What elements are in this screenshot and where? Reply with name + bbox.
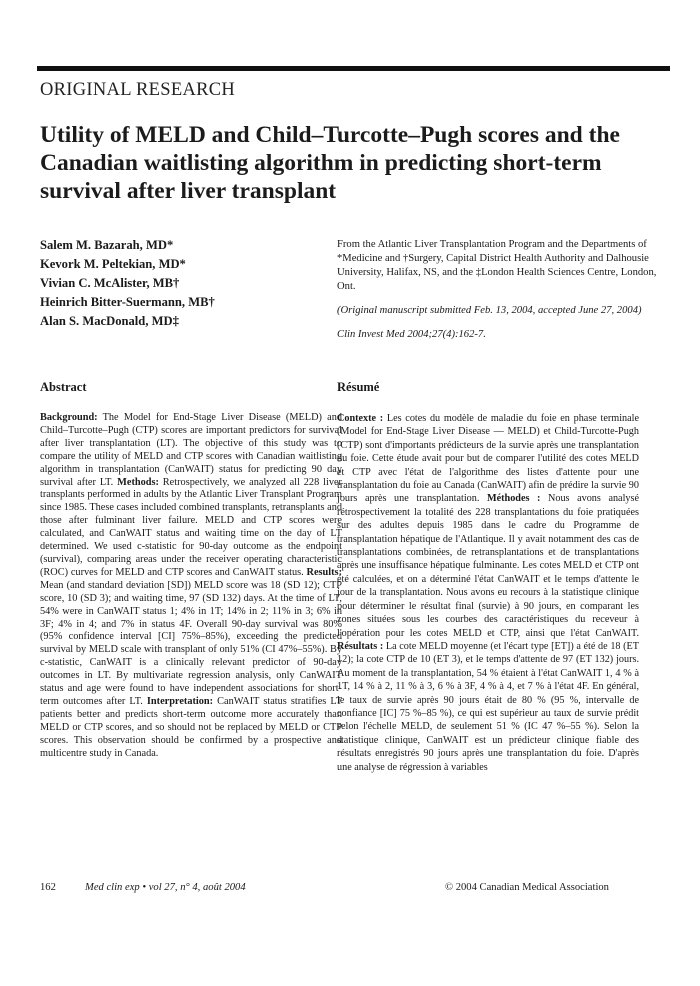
abstract-body — [40, 412, 342, 760]
submission-dates: (Original manuscript submitted Feb. 13, 2004, accepted June 27, 2004) — [337, 305, 642, 316]
abstract-label: Background: — [40, 412, 98, 423]
author: Kevork M. Peltekian, MD* — [40, 257, 186, 271]
abstract-text: Retrospectively, we analyzed all 228 liver transplants performed in adults by the Atlantic Liver Transplant Program since 1985. These cases included combined transplants, retransplants and those after fulminant liver failure. MELD and CTP scores were calculated, and CanWAIT status and waiting time on the day of LT determined. We used c-statistic for 90-day outcome as the endpoint (survival), comparing areas under the receiver operating characteristic (ROC) curves for MELD and CTP scores and CanWAIT status. — [40, 476, 342, 578]
resume-label: Contexte : — [337, 413, 384, 424]
resume-heading: Résumé — [337, 380, 380, 394]
affiliation-block — [337, 238, 672, 352]
journal-footer: Med clin exp • vol 27, n° 4, août 2004 — [85, 882, 246, 893]
author: Heinrich Bitter-Suermann, MB† — [40, 295, 215, 309]
abstract-label: Methods: — [117, 476, 159, 488]
abstract-label: Results: — [306, 566, 342, 578]
article-title: Utility of MELD and Child–Turcotte–Pugh scores and the Canadian waitlisting algorithm in predicting short-term survival after liver transplant — [40, 122, 620, 204]
page-number: 162 — [40, 882, 56, 893]
resume-body — [337, 412, 639, 774]
resume-label: Méthodes : — [487, 493, 541, 505]
resume-column — [337, 380, 639, 774]
resume-text: Les cotes du modèle de maladie du foie en phase terminale (Model for End-Stage Liver Disease — MELD) et Child-Turcotte-Pugh (CTP) sont d'importants prédicteurs de la survie après une transplantation du foie. Cette étude avait pour but de comparer l'utilité des cotes MELD et CTP avec l'état de l'algorithme des listes d'attente pour une transplantation du foie au Canada (CanWAIT) afin de prédire la survie 90 jours après une transplantation. — [337, 413, 639, 505]
top-rule — [37, 66, 670, 71]
citation: Clin Invest Med 2004;27(4):162-7. — [337, 329, 486, 340]
resume-label: Résultats : — [337, 640, 384, 652]
resume-text: La cote MELD moyenne (et l'écart type [ET]) a été de 18 (ET 12); la cote CTP de 10 (ET 3), et le temps d'attente de 97 (ET 132) jours. Au moment de la transplantation, 54 % étaient à l'état CanWAIT 1, 4 % à 1T, 14 % à 2, 11 % à 3, 6 % à 3F, 4 % à 4, et 7 % à l'état 4F. En général, le taux de survie après 90 jours était de 80 % (95 %, intervalle de confiance [IC] 75 %–85 %), ce qui est supérieur au taux de survie prédit selon l'échelle MELD, de seulement 51 % (IC 47 %–55 %). Selon la statistique clinique, CanWAIT est un prédicteur clinique fiable des résultats enregistrés 90 jours après une transplantation du foie. D'après une analyse de régression à variables — [337, 640, 639, 773]
abstract-text: Mean (and standard deviation [SD]) MELD score was 18 (SD 12); CTP score, 10 (SD 3); and waiting time, 97 (SD 132) days. At the time of LT, 54% were in CanWAIT status 1; 4% in 1T; 14% in 2; 11% in 3; 6% in 3F; 4% in 4; and 7% in status 4F. Overall 90-day survival was 80% (95% confidence interval [CI] 75%–85%), exceeding the predicted survival by MELD scale with transplant of only 51% (CI 47%–55%). By c-statistic, CanWAIT is a clinically relevant predictor of 90-day outcomes in LT. By multivariate regression analysis, only CanWAIT status and age were found to have independent associations for short-term outcomes after LT. — [40, 579, 342, 707]
copyright-notice: © 2004 Canadian Medical Association — [445, 882, 609, 893]
resume-text: Nous avons analysé rétrospectivement la totalité des 228 transplantations du foie pratiquées sur des adultes depuis 1985 dans le cadre du Programme de transplantation hépatique de l'Atlantique. Il y avait notamment des cas de transplantations combinées, de retransplantations et de transplantations après une insuffisance hépatique fulminante. Les cotes MELD et CTP ont été calculées, et on a déterminé l'état CanWAIT et le temps d'attente le jour de la transplantation. Nous avons eu recours à la statistique clinique pour déterminer le résultat final (survie) à 90 jours, en comparant les zones situées sous les courbes des caractéristiques du receveur à l'opération pour les cotes MELD et CTP, ainsi que l'état CanWAIT. — [337, 493, 639, 639]
author: Vivian C. McAlister, MB† — [40, 276, 180, 290]
abstract-column — [40, 380, 342, 760]
author: Alan S. MacDonald, MD‡ — [40, 314, 179, 328]
section-label: ORIGINAL RESEARCH — [40, 80, 236, 100]
abstract-label: Interpretation: — [146, 695, 214, 707]
abstract-heading: Abstract — [40, 380, 87, 394]
author: Salem M. Bazarah, MD* — [40, 238, 174, 252]
abstract-text: The Model for End-Stage Liver Disease (MELD) and Child–Turcotte–Pugh (CTP) scores are important predictors for survival after liver transplantation (LT). The objective of this study was to compare the utility of MELD and CTP scores with Canadian waitlisting algorithm in transplantation (CanWAIT) status for predicting 90 day survival after LT. — [40, 412, 342, 488]
author-list — [40, 236, 320, 331]
affiliation-text: From the Atlantic Liver Transplantation Program and the Departments of *Medicine and †Surgery, Capital District Health Authority and Dalhousie University, Halifax, NS, and the ‡London Health Sciences Centre, London, Ont. — [337, 239, 657, 292]
abstract-text: CanWAIT status stratifies LT patients better and predicts short-term outcome more accurately than MELD or CTP scores, and so should not be replaced by MELD or CTP scores. This observation should be confirmed by a prospective and multicentre study in Canada. — [40, 695, 342, 759]
